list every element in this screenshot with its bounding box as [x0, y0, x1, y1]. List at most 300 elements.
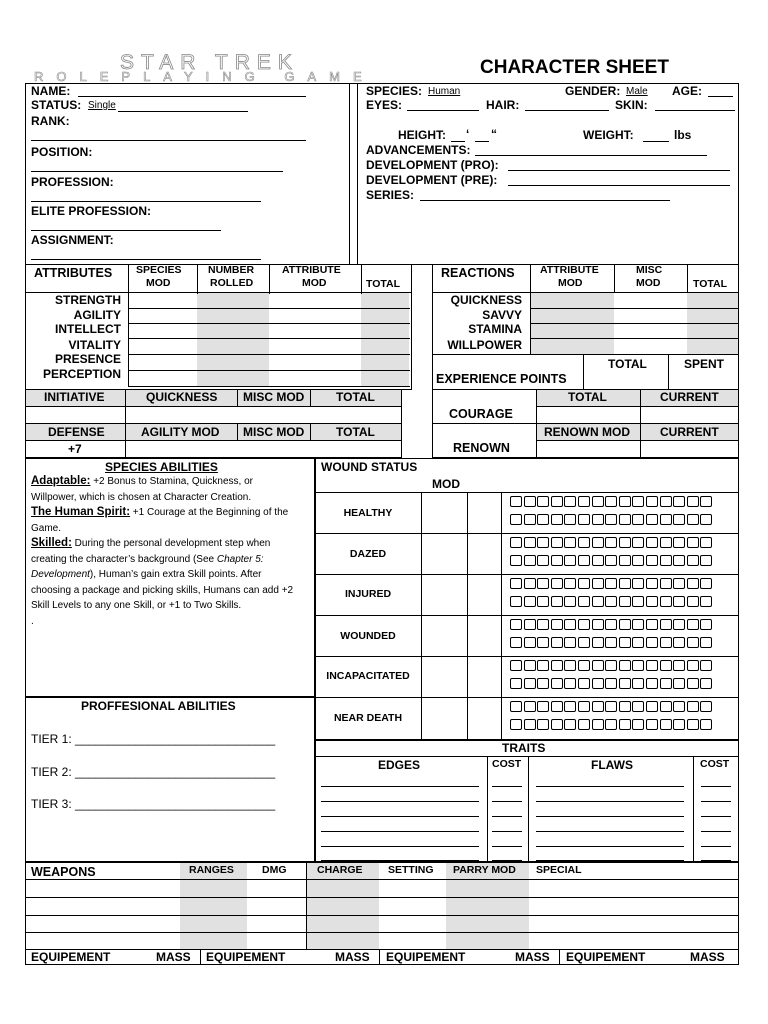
wound-checkbox[interactable]	[537, 701, 549, 712]
wound-near-death: NEAR DEATH	[333, 712, 403, 724]
experience-total: TOTAL	[608, 357, 647, 371]
skin-field[interactable]	[655, 110, 735, 111]
wound-checkbox[interactable]	[578, 660, 590, 671]
equipment-header-3: EQUIPEMENT	[386, 950, 466, 964]
trait-entry-line[interactable]	[536, 860, 684, 861]
wound-checkbox[interactable]	[700, 555, 712, 566]
mass-header-3: MASS	[515, 950, 550, 964]
wound-checkbox[interactable]	[578, 678, 590, 689]
wound-checkbox[interactable]	[619, 578, 631, 589]
wound-checkbox[interactable]	[660, 701, 672, 712]
wound-checkbox[interactable]	[510, 619, 522, 630]
rank-label: RANK:	[31, 114, 70, 128]
wound-checkbox[interactable]	[673, 678, 685, 689]
col-species-mod2: MOD	[146, 277, 171, 289]
wound-checkbox[interactable]	[700, 701, 712, 712]
wound-checkbox[interactable]	[510, 678, 522, 689]
wound-checkbox[interactable]	[524, 678, 536, 689]
trait-entry-line[interactable]	[321, 816, 479, 817]
flaws-cost-header: COST	[700, 758, 730, 770]
wound-checkbox[interactable]	[673, 496, 685, 507]
wound-checkbox[interactable]	[524, 537, 536, 548]
react-quickness: QUICKNESS	[450, 293, 522, 307]
wound-checkbox[interactable]	[605, 537, 617, 548]
wound-checkbox[interactable]	[551, 619, 563, 630]
gender-value[interactable]: Male	[626, 86, 648, 97]
age-label: AGE:	[672, 84, 702, 98]
wound-checkbox[interactable]	[524, 619, 536, 630]
logo-text-bottom: ROLEPLAYING GAME	[34, 69, 375, 82]
wound-checkbox[interactable]	[592, 637, 604, 648]
wound-checkbox[interactable]	[605, 578, 617, 589]
equipment-header-1: EQUIPEMENT	[31, 950, 111, 964]
wound-checkbox[interactable]	[537, 578, 549, 589]
weapons-box	[25, 862, 739, 950]
wound-checkbox[interactable]	[564, 596, 576, 607]
col-species-mod: SPECIES	[136, 264, 182, 276]
wound-checkbox[interactable]	[578, 555, 590, 566]
wound-checkbox[interactable]	[537, 637, 549, 648]
wound-checkbox[interactable]	[632, 719, 644, 730]
wound-checkbox[interactable]	[592, 701, 604, 712]
wound-checkbox[interactable]	[551, 660, 563, 671]
wound-checkbox[interactable]	[660, 514, 672, 525]
dev-pro-field[interactable]	[508, 170, 730, 171]
hair-label: HAIR:	[486, 98, 520, 112]
wound-checkbox[interactable]	[564, 637, 576, 648]
react-savvy: SAVVY	[482, 308, 522, 322]
wound-checkbox[interactable]	[646, 637, 658, 648]
wound-checkbox[interactable]	[510, 596, 522, 607]
wound-checkbox[interactable]	[524, 637, 536, 648]
wound-checkbox[interactable]	[660, 619, 672, 630]
ability-human-spirit-text: +1 Courage at the Beginning of the	[130, 507, 289, 518]
initiative-label: INITIATIVE	[44, 390, 105, 404]
height-inches-mark: “	[491, 127, 497, 141]
series-field[interactable]	[420, 200, 670, 201]
wound-checkbox[interactable]	[551, 537, 563, 548]
wound-checkbox[interactable]	[632, 660, 644, 671]
weapons-title: WEAPONS	[31, 865, 96, 879]
wound-checkbox[interactable]	[700, 637, 712, 648]
ability-skilled-line3: ), Human’s gain extra Skill points. After	[89, 569, 262, 580]
wound-checkbox[interactable]	[632, 619, 644, 630]
wound-checkbox[interactable]	[551, 701, 563, 712]
wound-checkbox[interactable]	[592, 660, 604, 671]
wound-checkbox[interactable]	[564, 701, 576, 712]
wound-checkbox[interactable]	[687, 537, 699, 548]
wound-checkbox[interactable]	[687, 701, 699, 712]
wound-checkbox[interactable]	[551, 637, 563, 648]
wound-checkbox[interactable]	[700, 514, 712, 525]
assignment-label: ASSIGNMENT:	[31, 233, 114, 247]
wound-checkbox[interactable]	[700, 537, 712, 548]
wound-checkbox[interactable]	[510, 660, 522, 671]
ability-skilled-text: During the personal development step when	[71, 538, 271, 549]
wound-healthy: HEALTHY	[343, 507, 393, 519]
attributes-title: ATTRIBUTES	[34, 266, 113, 280]
wound-checkbox[interactable]	[564, 555, 576, 566]
react-willpower: WILLPOWER	[447, 338, 522, 352]
status-value[interactable]: Single	[88, 100, 116, 111]
wound-checkbox[interactable]	[537, 660, 549, 671]
rank-field[interactable]	[31, 140, 306, 141]
equipment-header-4: EQUIPEMENT	[566, 950, 646, 964]
wound-checkbox[interactable]	[673, 660, 685, 671]
wound-checkbox[interactable]	[510, 719, 522, 730]
wound-checkbox[interactable]	[632, 537, 644, 548]
trait-entry-line[interactable]	[536, 786, 684, 787]
wound-checkbox[interactable]	[551, 496, 563, 507]
wound-checkbox[interactable]	[578, 496, 590, 507]
wound-checkbox[interactable]	[673, 619, 685, 630]
wound-checkbox[interactable]	[632, 578, 644, 589]
trait-entry-line[interactable]	[492, 786, 522, 787]
defense-value[interactable]: +7	[68, 442, 82, 456]
wound-checkbox[interactable]	[673, 514, 685, 525]
wound-checkbox[interactable]	[619, 496, 631, 507]
wound-checkbox[interactable]	[687, 678, 699, 689]
wound-checkbox[interactable]	[564, 496, 576, 507]
wound-checkbox[interactable]	[592, 719, 604, 730]
renown-label: RENOWN	[453, 441, 510, 455]
tier-3-field[interactable]: TIER 3: ______________________________	[31, 797, 276, 811]
courage-current: CURRENT	[660, 390, 719, 404]
assignment-field[interactable]	[31, 259, 261, 260]
wound-checkbox[interactable]	[510, 514, 522, 525]
trait-entry-line[interactable]	[321, 846, 479, 847]
height-feet-field[interactable]	[451, 141, 465, 142]
ability-human-spirit-line2: Game.	[31, 522, 62, 534]
height-inches-field[interactable]	[475, 141, 489, 142]
wound-checkbox[interactable]	[673, 596, 685, 607]
wound-wounded: WOUNDED	[340, 630, 396, 642]
age-field[interactable]	[708, 96, 733, 97]
wound-checkbox[interactable]	[700, 596, 712, 607]
mass-header-2: MASS	[335, 950, 370, 964]
wound-checkbox[interactable]	[564, 660, 576, 671]
wound-checkbox[interactable]	[687, 514, 699, 525]
wound-checkbox[interactable]	[673, 578, 685, 589]
initiative-quickness: QUICKNESS	[146, 390, 218, 404]
wound-checkbox-row	[510, 514, 712, 525]
dev-pre-field[interactable]	[508, 185, 730, 186]
wound-checkbox[interactable]	[592, 596, 604, 607]
advancements-field[interactable]	[475, 155, 707, 156]
trait-entry-line[interactable]	[536, 816, 684, 817]
trait-entry-line[interactable]	[492, 816, 522, 817]
species-value[interactable]: Human	[428, 86, 461, 97]
wound-checkbox[interactable]	[537, 537, 549, 548]
wound-checkbox[interactable]	[564, 514, 576, 525]
wound-checkbox[interactable]	[632, 555, 644, 566]
wound-checkbox[interactable]	[646, 555, 658, 566]
wound-checkbox[interactable]	[605, 496, 617, 507]
wound-checkbox[interactable]	[524, 555, 536, 566]
wound-checkbox[interactable]	[646, 678, 658, 689]
dev-pre-label: DEVELOPMENT (PRE):	[366, 173, 498, 187]
wound-checkbox[interactable]	[660, 719, 672, 730]
wound-checkbox[interactable]	[524, 514, 536, 525]
wound-checkbox[interactable]	[646, 701, 658, 712]
wound-checkbox[interactable]	[619, 537, 631, 548]
wound-checkbox[interactable]	[605, 514, 617, 525]
wound-checkbox[interactable]	[551, 596, 563, 607]
wound-checkbox[interactable]	[605, 660, 617, 671]
name-field[interactable]	[78, 96, 306, 97]
wound-checkbox[interactable]	[646, 660, 658, 671]
trait-entry-line[interactable]	[492, 860, 522, 861]
tier-1-field[interactable]: TIER 1: ______________________________	[31, 732, 276, 746]
wound-checkbox[interactable]	[537, 496, 549, 507]
wound-checkbox[interactable]	[660, 496, 672, 507]
wound-checkbox[interactable]	[578, 537, 590, 548]
wound-checkbox[interactable]	[592, 555, 604, 566]
wound-checkbox[interactable]	[660, 678, 672, 689]
wound-checkbox[interactable]	[700, 619, 712, 630]
wound-checkbox[interactable]	[619, 660, 631, 671]
wound-checkbox-row	[510, 537, 712, 548]
trait-entry-line[interactable]	[492, 831, 522, 832]
wound-checkbox[interactable]	[605, 619, 617, 630]
wound-checkbox[interactable]	[619, 678, 631, 689]
tier-2-field[interactable]: TIER 2: ______________________________	[31, 765, 276, 779]
wound-checkbox[interactable]	[564, 537, 576, 548]
experience-spent: SPENT	[684, 357, 725, 371]
defense-total: TOTAL	[336, 425, 375, 439]
defense-label: DEFENSE	[48, 425, 105, 439]
wound-checkbox[interactable]	[551, 678, 563, 689]
wound-checkbox[interactable]	[632, 701, 644, 712]
wound-checkbox[interactable]	[687, 637, 699, 648]
wound-checkbox[interactable]	[578, 637, 590, 648]
wound-checkbox-row	[510, 637, 712, 648]
wound-checkbox[interactable]	[673, 701, 685, 712]
wound-checkbox[interactable]	[660, 637, 672, 648]
wound-checkbox[interactable]	[687, 719, 699, 730]
wound-checkbox[interactable]	[632, 514, 644, 525]
wound-checkbox[interactable]	[700, 660, 712, 671]
wound-checkbox[interactable]	[632, 596, 644, 607]
trait-entry-line[interactable]	[536, 831, 684, 832]
wound-checkbox[interactable]	[605, 701, 617, 712]
wound-checkbox[interactable]	[524, 701, 536, 712]
reactions-title: REACTIONS	[441, 266, 515, 280]
ability-skilled-line4: choosing a package and picking skills, Humans can add +2	[31, 584, 294, 596]
position-field[interactable]	[31, 171, 283, 172]
hair-field[interactable]	[525, 110, 609, 111]
trait-entry-line[interactable]	[321, 831, 479, 832]
wound-checkbox[interactable]	[605, 719, 617, 730]
weight-label: WEIGHT:	[583, 128, 634, 142]
wound-checkbox[interactable]	[510, 537, 522, 548]
trait-entry-line[interactable]	[321, 860, 479, 861]
wound-checkbox[interactable]	[687, 660, 699, 671]
wound-checkbox[interactable]	[510, 578, 522, 589]
wound-checkbox[interactable]	[564, 719, 576, 730]
col-attr-mod2: MOD	[302, 277, 327, 289]
wound-checkbox[interactable]	[646, 578, 658, 589]
wound-checkbox[interactable]	[578, 719, 590, 730]
trait-entry-line[interactable]	[321, 786, 479, 787]
col-react-total: TOTAL	[693, 278, 728, 290]
trait-entry-line[interactable]	[701, 801, 731, 802]
dev-pro-label: DEVELOPMENT (PRO):	[366, 158, 499, 172]
wound-checkbox[interactable]	[537, 555, 549, 566]
trait-entry-line[interactable]	[536, 846, 684, 847]
wound-checkbox[interactable]	[578, 619, 590, 630]
wound-checkbox[interactable]	[619, 637, 631, 648]
wound-checkbox[interactable]	[700, 719, 712, 730]
wound-checkbox[interactable]	[524, 719, 536, 730]
wound-checkbox[interactable]	[673, 719, 685, 730]
renown-current: CURRENT	[660, 425, 719, 439]
wound-checkbox[interactable]	[524, 660, 536, 671]
wound-checkbox[interactable]	[687, 596, 699, 607]
wound-checkbox-row	[510, 619, 712, 630]
trait-entry-line[interactable]	[536, 801, 684, 802]
attr-presence: PRESENCE	[54, 352, 121, 366]
wound-checkbox[interactable]	[660, 578, 672, 589]
wound-checkbox[interactable]	[673, 537, 685, 548]
wound-checkbox[interactable]	[660, 537, 672, 548]
wound-checkbox[interactable]	[619, 619, 631, 630]
wound-checkbox[interactable]	[646, 514, 658, 525]
courage-total: TOTAL	[568, 390, 607, 404]
profession-field[interactable]	[31, 201, 261, 202]
species-abilities-title: SPECIES ABILITIES	[105, 460, 218, 474]
ability-adaptable-text: +2 Bonus to Stamina, Quickness, or	[90, 476, 254, 487]
wound-checkbox[interactable]	[660, 660, 672, 671]
wound-checkbox[interactable]	[592, 496, 604, 507]
eyes-field[interactable]	[407, 110, 479, 111]
wound-checkbox[interactable]	[578, 701, 590, 712]
wound-checkbox[interactable]	[510, 555, 522, 566]
wound-checkbox[interactable]	[687, 496, 699, 507]
wound-checkbox[interactable]	[510, 496, 522, 507]
weight-unit: lbs	[674, 128, 692, 142]
professional-title: PROFFESIONAL ABILITIES	[81, 699, 236, 713]
wound-checkbox-row	[510, 678, 712, 689]
wound-checkbox[interactable]	[524, 596, 536, 607]
gender-label: GENDER:	[565, 84, 621, 98]
wound-checkbox[interactable]	[537, 514, 549, 525]
wound-checkbox[interactable]	[592, 537, 604, 548]
wound-checkbox-row	[510, 660, 712, 671]
initiative-total: TOTAL	[336, 390, 375, 404]
wound-checkbox[interactable]	[592, 678, 604, 689]
wound-checkbox[interactable]	[510, 637, 522, 648]
wound-checkbox[interactable]	[646, 619, 658, 630]
wound-checkbox[interactable]	[700, 578, 712, 589]
wound-checkbox[interactable]	[592, 514, 604, 525]
wound-checkbox[interactable]	[619, 701, 631, 712]
wound-checkbox[interactable]	[646, 496, 658, 507]
wound-checkbox[interactable]	[687, 619, 699, 630]
attr-strength: STRENGTH	[55, 293, 121, 307]
wound-checkbox[interactable]	[687, 578, 699, 589]
wound-checkbox[interactable]	[632, 637, 644, 648]
page-title: CHARACTER SHEET	[480, 57, 669, 78]
wound-injured: INJURED	[344, 588, 392, 600]
wound-checkbox[interactable]	[619, 596, 631, 607]
wound-checkbox[interactable]	[524, 578, 536, 589]
wound-checkbox[interactable]	[673, 637, 685, 648]
wound-checkbox[interactable]	[551, 578, 563, 589]
wound-checkbox-row	[510, 578, 712, 589]
wound-checkbox[interactable]	[537, 719, 549, 730]
name-label: NAME:	[31, 84, 71, 98]
wound-checkbox[interactable]	[605, 596, 617, 607]
defense-misc: MISC MOD	[243, 425, 305, 439]
wound-checkbox[interactable]	[564, 619, 576, 630]
trait-entry-line[interactable]	[701, 816, 731, 817]
ability-skilled-line5: Skill Levels to any one Skill, or +1 to Two Skills.	[31, 600, 242, 611]
wound-checkbox[interactable]	[700, 678, 712, 689]
wound-checkbox[interactable]	[537, 596, 549, 607]
trait-entry-line[interactable]	[701, 831, 731, 832]
wound-checkbox[interactable]	[632, 496, 644, 507]
weight-field[interactable]	[643, 141, 669, 142]
wound-checkbox[interactable]	[646, 596, 658, 607]
trait-entry-line[interactable]	[701, 786, 731, 787]
col-react-attr2: MOD	[558, 277, 583, 289]
wound-checkbox[interactable]	[700, 496, 712, 507]
wound-checkbox[interactable]	[646, 719, 658, 730]
wound-checkbox[interactable]	[605, 555, 617, 566]
wound-checkbox[interactable]	[632, 678, 644, 689]
wound-checkbox[interactable]	[537, 619, 549, 630]
weapons-special: SPECIAL	[536, 864, 582, 876]
elite-profession-field[interactable]	[31, 230, 221, 231]
wound-checkbox[interactable]	[619, 555, 631, 566]
trait-entry-line[interactable]	[701, 860, 731, 861]
wound-checkbox-row	[510, 701, 712, 712]
ability-adaptable-heading: Adaptable:	[31, 475, 91, 487]
wound-checkbox[interactable]	[578, 578, 590, 589]
col-number-rolled2: ROLLED	[210, 277, 254, 289]
wound-checkbox[interactable]	[524, 496, 536, 507]
wound-checkbox[interactable]	[551, 555, 563, 566]
wound-checkbox[interactable]	[646, 537, 658, 548]
wound-checkbox[interactable]	[564, 578, 576, 589]
wound-checkbox[interactable]	[551, 514, 563, 525]
wound-checkbox[interactable]	[605, 678, 617, 689]
trait-entry-line[interactable]	[492, 846, 522, 847]
trait-entry-line[interactable]	[492, 801, 522, 802]
wound-checkbox[interactable]	[510, 701, 522, 712]
wound-checkbox[interactable]	[564, 678, 576, 689]
wound-checkbox[interactable]	[578, 514, 590, 525]
wound-checkbox[interactable]	[619, 719, 631, 730]
wound-checkbox[interactable]	[660, 596, 672, 607]
wound-checkbox[interactable]	[660, 555, 672, 566]
wound-checkbox[interactable]	[537, 678, 549, 689]
trait-entry-line[interactable]	[321, 801, 479, 802]
wound-checkbox[interactable]	[687, 555, 699, 566]
ability-human-spirit-heading: The Human Spirit:	[31, 506, 131, 518]
col-react-misc: MISC	[636, 264, 663, 276]
wound-checkbox[interactable]	[551, 719, 563, 730]
wound-checkbox[interactable]	[619, 514, 631, 525]
trait-entry-line[interactable]	[701, 846, 731, 847]
weapons-setting: SETTING	[388, 864, 434, 876]
wound-checkbox[interactable]	[673, 555, 685, 566]
wound-checkbox[interactable]	[592, 619, 604, 630]
wound-checkbox[interactable]	[592, 578, 604, 589]
wound-checkbox[interactable]	[605, 637, 617, 648]
wound-checkbox[interactable]	[578, 596, 590, 607]
